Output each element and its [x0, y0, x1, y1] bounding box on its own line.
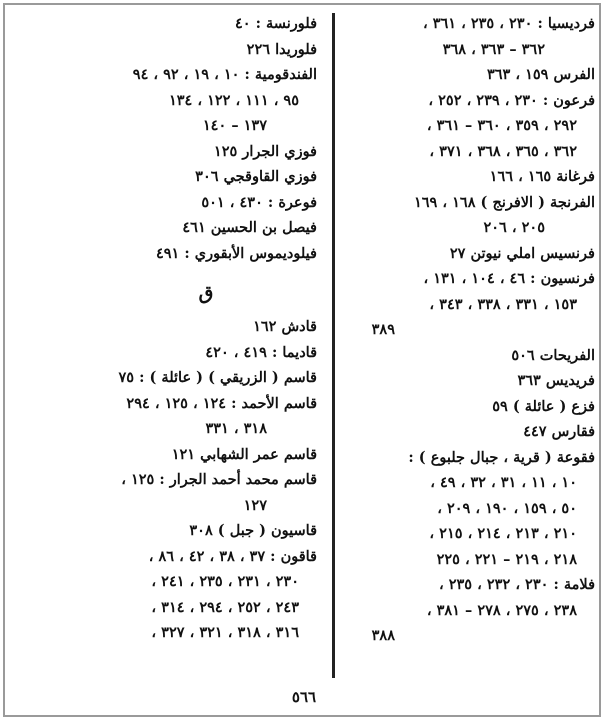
- index-entry: فزع ( عائلة ) ٥٩: [492, 397, 595, 415]
- index-entry: ٣٦٢ ، ٣٦٥ ، ٣٦٨ ، ٣٧١ ،: [429, 142, 577, 160]
- index-column-right: [341, 11, 595, 649]
- index-entry: فرنسيس املي نيوتن ٢٧: [449, 244, 595, 262]
- index-entry: ٢٤٣ ، ٢٥٢ ، ٢٩٤ ، ٣١٤ ،: [151, 598, 299, 616]
- index-entry: ٢٣٨ ، ٢٧٥ ، ٢٧٨ – ٣٨١ ،: [426, 601, 577, 619]
- index-entry: ١٥٣ ، ٣٣١ ، ٣٣٨ ، ٣٤٣ ،: [429, 295, 577, 313]
- index-entry: فرنسيون : ٤٦ ، ١٠٤ ، ١٣١ ،: [423, 270, 595, 287]
- index-entry: فرعون : ٢٣٠ ، ٢٣٩ ، ٢٥٢ ،: [428, 91, 595, 109]
- section-letter-heading: ق: [198, 282, 214, 304]
- index-entry: قادش ١٦٢: [253, 318, 317, 335]
- index-entry: ٣٦٢ – ٣٦٣ ، ٣٦٨: [442, 40, 545, 58]
- page-number: ٥٦٦: [291, 688, 317, 706]
- index-entry: فيلوديموس الأبقوري : ٤٩١: [155, 244, 317, 262]
- index-entry: قاقون : ٣٧ ، ٣٨ ، ٤٢ ، ٨٦ ،: [148, 547, 317, 565]
- page-frame: [3, 3, 601, 717]
- column-divider: [332, 13, 335, 678]
- index-entry: فوزي القاوقجي ٣٠٦: [195, 168, 317, 185]
- index-entry: فقوعة ( قرية ، جبال جلبوع ) :: [408, 448, 595, 466]
- index-entry: ٩٥ ، ١١١ ، ١٢٢ ، ١٣٤: [168, 91, 299, 109]
- index-entry: فلوريدا ٢٢٦: [246, 40, 317, 58]
- index-entry: ٢١٨ ، ٢١٩ – ٢٢١ ، ٢٢٥: [436, 550, 577, 568]
- index-entry: ٢٠٥ ، ٢٠٦: [483, 219, 545, 236]
- index-entry: قاسم الأحمد : ١٢٤ ، ١٢٥ ، ٢٩٤: [126, 394, 317, 412]
- index-entry: فلورنسة : ٤٠: [235, 15, 317, 32]
- index-entry: الفرنجة ( الافرنج ) ١٦٨ ، ١٦٩: [413, 193, 595, 211]
- index-entry: الفريحات ٥٠٦: [511, 346, 595, 364]
- index-entry: ٣١٦ ، ٣١٨ ، ٣٢١ ، ٣٢٧ ،: [151, 624, 299, 641]
- index-entry: ٣١٨ ، ٣٣١: [205, 420, 267, 437]
- index-entry: ٢٩٢ ، ٣٥٩ ، ٣٦٠ – ٣٦١ ،: [426, 117, 577, 134]
- index-entry: ٣٨٩: [371, 321, 395, 338]
- index-entry: فقارس ٤٤٧: [523, 423, 595, 440]
- index-entry: ٣٨٨: [371, 627, 395, 644]
- index-entry: فوعرة : ٤٣٠ ، ٥٠١: [201, 193, 317, 211]
- index-entry: ٥٠ ، ١٥٩ ، ١٩٠ ، ٢٠٩ ،: [437, 499, 577, 517]
- index-column-left: [95, 11, 317, 646]
- index-entry: قاسم عمر الشهابي ١٢١: [171, 445, 317, 463]
- index-entry: قاسم محمد أحمد الجرار : ١٢٥ ،: [121, 471, 317, 488]
- index-entry: ٢١٠ ، ٢١٣ ، ٢١٤ ، ٢١٥ ،: [429, 525, 577, 542]
- index-entry: فرغانة ١٦٥ ، ١٦٦: [489, 168, 595, 185]
- index-entry: قاسم ( الزريقي ) ( عائلة ) : ٧٥: [118, 369, 317, 386]
- index-entry: الفرس ١٥٩ ، ٣٦٣: [486, 66, 595, 83]
- index-entry: ١٠ ، ١١ ، ٣١ ، ٣٢ ، ٤٩ ،: [430, 474, 577, 491]
- index-entry: فيصل بن الحسين ٤٦١: [182, 219, 317, 236]
- index-entry: فريديس ٣٦٣: [517, 372, 595, 389]
- index-entry: قاسيون ( جبل ) ٣٠٨: [189, 522, 317, 539]
- index-entry: ١٣٧ – ١٤٠: [202, 117, 267, 134]
- index-entry: فرديسيا : ٢٣٠ ، ٢٣٥ ، ٣٦١ ،: [422, 15, 595, 32]
- index-entry: قاديما : ٤١٩ ، ٤٢٠: [205, 343, 317, 361]
- index-entry: فوزي الجرار ١٢٥: [213, 142, 317, 160]
- index-entry: ٢٣٠ ، ٢٣١ ، ٢٣٥ ، ٢٤١ ،: [151, 573, 299, 590]
- index-entry: فلامة : ٢٣٠ ، ٢٣٢ ، ٢٣٥ ،: [439, 576, 595, 593]
- index-entry: ١٢٧: [243, 496, 267, 514]
- index-entry: الفندقومية : ١٠ ، ١٩ ، ٩٢ ، ٩٤: [132, 66, 317, 83]
